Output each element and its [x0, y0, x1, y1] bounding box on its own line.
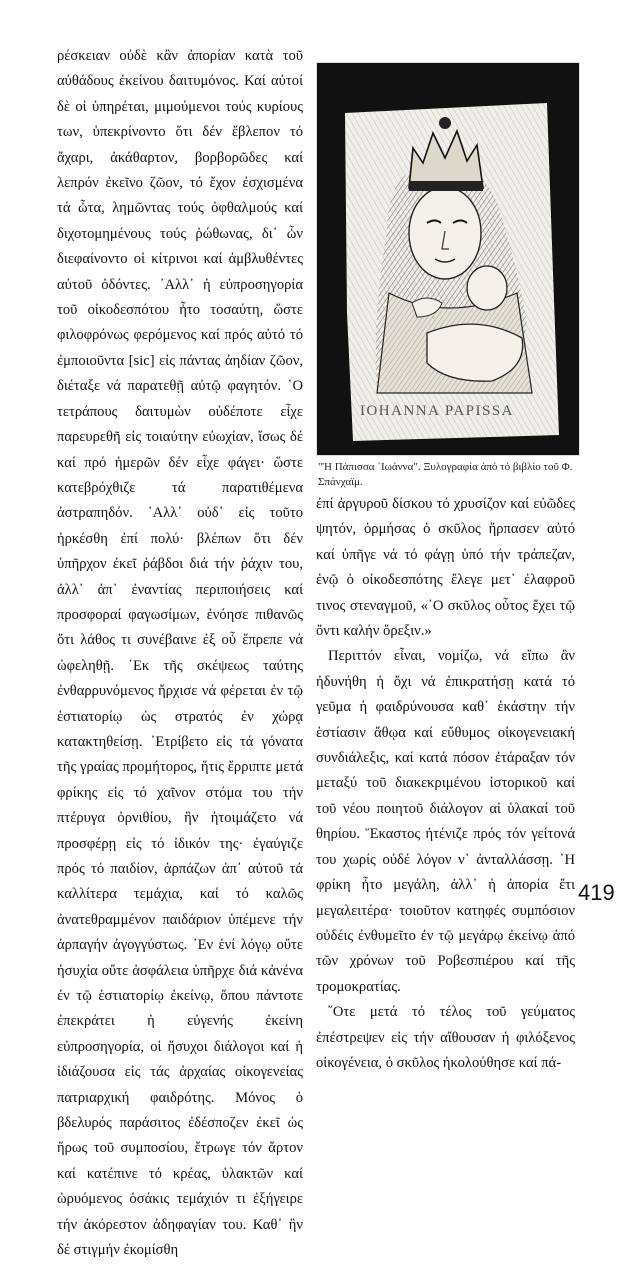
paragraph: ρέσκειαν οὐδὲ κἂν ἀπορίαν κατὰ τοῦ αὐθάδους ἐκείνου δαιτυμόνος. Καί αὐτοί δὲ οἱ ὑπηρέται, μιμούμενοι τούς κυρίους των, ὑπεκρίνοντο ὅτι δέν ἔβλεπον τό ἄχαρι, ἀκάθαρτον, βορβορῶδες καί λεπρόν ἐκεῖνο ζῶον, τό ἔχον ἐσχισμένα τά ὦτα, λημῶντας τούς ὀφθαλμούς καί διχοτομημένους τούς ῥώθωνας, δι᾽ ὧν διεφαίνοντο οἱ κίτρινοι καί ἀμβλυθέντες αὐτοῦ ὀδόντες. ᾽Αλλ᾽ ἡ εὐπροσηγορία τοῦ οἰκοδεσπότου ἦτο τοσαύτη, ὥστε φιλοφρόνως φερόμενος καί πρός αὐτό τό ἐμποιοῦντα [sic] εἰς πάντας ἀηδίαν ζῶον, διέταξε νά παρατεθῇ αὐτῷ φαγητόν. ῾Ο τετράπους δαιτυμὼν οὐδέποτε εἶχε παρευρεθῆ εἰς τοιαύτην εὐωχίαν, ἴσως δέ καί πρό ἡμερῶν δέν εἶχε φάγει· ὥστε κατεβρόχθιζε τά παρατιθέμενα ἀστραπηδόν. ᾽Αλλ᾽ οὐδ᾽ εἰς τοῦτο ἠρκέσθη ἐπί πολύ· βλέπων ὅτι δέν ὑπῆρχον ἐκεῖ ῥάβδοι διά τήν ῥάχιν του, ἀλλ᾽ ἀπ᾽ ἐναντίας περιποιήσεις καί προσφοραί φαγωσίμων, ἐνόησε πιθανῶς ὅτι λάθος τι συνέβαινε ἐξ οὗ ἔπρεπε νά ὠφεληθῇ. ᾽Εκ τῆς σκέψεως ταύτης ἐνθαρρυνόμενος ἤρχισε νά φέρεται ἐν τῷ ἑστιατορίῳ ὡς στρατός ἐν χώρᾳ κατακτηθείσῃ. ᾽Ετρίβετο εἰς τά γόνατα τῆς γραίας προμήτορος, ἥτις ἔρριπτε μετά φρίκης εἰς τό χαῖνον στόμα του τήν πτέρυγα ὀρνιθίου, ἣν ἡτοιμάζετο νά προσφέρῃ εἰς τό ἰδικόν της· ἐγαύγιζε πρός τό παιδίον, ἁρπάζων ἀπ᾽ αὐτοῦ τά καλλίτερα τεμάχια, καί τό καλῶς ἀνατεθραμμένον παιδάριον ὑπέμενε τήν ἁρπαγήν ἀγογγύστως. ᾽Εν ἑνί λόγῳ οὔτε ἡσυχία οὔτε ἀσφάλεια ὑπῆρχε διά κἀνένα ἐν τῷ ἑστιατορίῳ ἐκείνῳ, ὅπου πάντοτε ἐπεκράτει ἡ εὐγενής ἐκείνη εὐπροσηγορία, οἱ ἥσυχοι διάλογοι καί ἡ ἰδιάζουσα εἰς τάς ἀρχαίας οἰκογενείας πατριαρχική φαιδρότης. Μόνος ὁ βδελυρός παράσιτος ἐδέσποζεν ἐκεῖ ὡς ἥρως τοῦ συμποσίου, ἔτρωγε τόν ἄρτον καί κατέπινε τό κρέας, ὑλακτῶν καί ὠρυόμενος ὁσάκις τεμάχιόν τι ἐξήγειρε τήν ἀκόρεστον ἀδηφαγίαν του. Καθ᾽ ἣν δέ στιγμήν ἐκομίσθη	[57, 48, 303, 1259]
woodcut-inscription: IOHANNA PAPISSA	[359, 403, 515, 419]
pope-joan-woodcut-image	[317, 63, 579, 455]
paragraph: ῞Οτε μετά τό τέλος τοῦ γεύματος ἐπέστρεψεν εἰς τήν αἴθουσαν ἡ φιλόξενος οἰκογένεια, ὁ σκῦλος ἠκολούθησε καί πά-	[316, 1004, 575, 1071]
left-text-column	[57, 44, 303, 1264]
right-text-column	[316, 492, 575, 1076]
figure-caption: "Ἡ Πάπισσα ᾽Ιωάννα". Ξυλογραφία ἀπό τό βιβλίο τοῦ Φ. Σπάνχαϊμ.	[318, 461, 573, 488]
woodcut-illustration	[316, 62, 580, 456]
paragraph: Περιττόν εἶναι, νομίζω, νά εἴπω ἂν ἠδυνήθη ἡ ὄχι νά ἐπικρατήσῃ κατά τό γεῦμα ἡ φαιδρύνουσα καθ᾽ ἑκάστην τήν ἑστίασιν ἄθῳα καί εὔθυμος οἰκογενειακή συνδιάλεξις, καί κατά πόσον ἐτάραξαν τόν μεταξύ τοῦ διακεκριμένου ἱστορικοῦ καί τοῦ νέου ποιητοῦ διάλογον αἱ ὑλακαί τοῦ θηρίου. Ἕκαστος ἠτένιζε πρός τόν γείτονά του χωρίς οὐδέ λόγον ν᾽ ἀνταλλάσσῃ. ῾Η φρίκη ἦτο μεγάλη, ἀλλ᾽ ἡ ἀπορία ἔτι μεγαλειτέρα· τοιοῦτον κατηφές συμπόσιον οὐδέις ἐνθυμεῖτο ἐν τῷ μεγάρῳ ἐκείνῳ ἀπό τῶν χρόνων τοῦ Ροβεσπιέρου καί τῆς τρομοκρατίας.	[316, 648, 575, 995]
page-number: 419	[578, 880, 615, 905]
paragraph: ἐπί ἀργυροῦ δίσκου τό χρυσίζον καί εὐῶδες ψητόν, ὁρμήσας ὁ σκῦλος ἥρπασεν αὐτό καί ὑπῆγε νά τό φάγῃ ὑπό τήν τράπεζαν, ἐνῷ ὁ οἰκοδεσπότης ἔλεγε μετ᾽ ἐλαφροῦ τινος στεναγμοῦ, «῾Ο σκῦλος οὗτος ἔχει τῷ ὄντι καλήν ὄρεξιν.»	[316, 496, 575, 640]
